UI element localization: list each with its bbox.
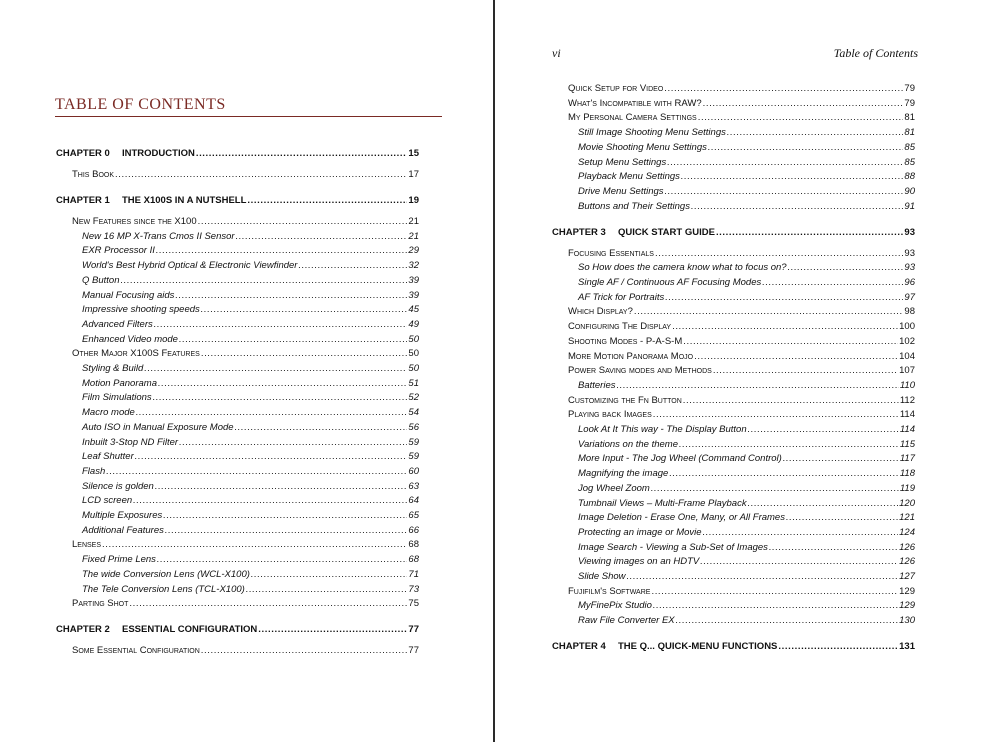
entry-title: THE X100S IN A NUTSHELL bbox=[122, 195, 247, 206]
entry-title: Still Image Shooting Menu Settings bbox=[578, 127, 726, 139]
toc-subsection-entry bbox=[578, 292, 915, 304]
toc-section-entry bbox=[568, 248, 915, 260]
dot-leader bbox=[175, 290, 407, 302]
dot-leader bbox=[786, 512, 898, 524]
toc-section-entry bbox=[568, 83, 915, 95]
toc-subsection-entry bbox=[578, 468, 915, 480]
entry-title: My Personal Camera Settings bbox=[568, 112, 697, 124]
dot-leader bbox=[672, 321, 898, 333]
entry-title: Magnifying the image bbox=[578, 468, 669, 480]
entry-title: What's Incompatible with RAW? bbox=[568, 97, 702, 109]
toc-subsection-entry bbox=[82, 554, 419, 566]
dot-leader bbox=[655, 248, 903, 260]
entry-title: Other Major X100S Features bbox=[72, 348, 200, 360]
dot-leader bbox=[163, 510, 407, 522]
dot-leader bbox=[667, 157, 903, 169]
dot-leader bbox=[106, 466, 407, 478]
page-ref: 21 bbox=[408, 230, 419, 242]
page-ref: 68 bbox=[408, 539, 419, 551]
dot-leader bbox=[694, 351, 898, 363]
page-ref: 126 bbox=[899, 556, 915, 568]
toc-chapter-entry bbox=[552, 641, 915, 653]
page-ref: 66 bbox=[408, 524, 419, 536]
entry-title: The Tele Conversion Lens (TCL-X100) bbox=[82, 583, 245, 595]
toc-subsection-entry bbox=[578, 483, 915, 495]
entry-title: Buttons and Their Settings bbox=[578, 200, 690, 212]
toc-subsection-entry bbox=[578, 380, 915, 392]
toc-subsection-entry bbox=[82, 392, 419, 404]
entry-title: Inbuilt 3-Stop ND Filter bbox=[82, 436, 179, 448]
entry-title: Batteries bbox=[578, 379, 616, 391]
dot-leader bbox=[783, 453, 899, 465]
toc-section-entry bbox=[568, 98, 915, 110]
dot-leader bbox=[708, 142, 904, 154]
dot-leader bbox=[679, 439, 899, 451]
dot-leader bbox=[700, 556, 898, 568]
entry-title: Fixed Prime Lens bbox=[82, 554, 156, 566]
page-divider bbox=[493, 0, 495, 742]
entry-title: MyFinePix Studio bbox=[578, 600, 652, 612]
toc-section-entry bbox=[568, 351, 915, 363]
page-ref: 19 bbox=[408, 195, 419, 206]
page-ref: 98 bbox=[904, 306, 915, 318]
dot-leader bbox=[158, 378, 407, 390]
toc-title: TABLE OF CONTENTS bbox=[55, 96, 226, 113]
dot-leader bbox=[703, 527, 899, 539]
dot-leader bbox=[669, 468, 899, 480]
page-ref: 114 bbox=[899, 409, 915, 421]
entry-title: Configuring The Display bbox=[568, 321, 672, 333]
entry-title: Enhanced Video mode bbox=[82, 333, 178, 345]
page-ref: 21 bbox=[408, 216, 419, 227]
dot-leader bbox=[691, 201, 903, 213]
page-ref: 131 bbox=[899, 641, 915, 653]
dot-leader bbox=[236, 231, 408, 243]
entry-title: Tumbnail Views – Multi-Frame Playback bbox=[578, 497, 747, 509]
toc-chapter-entry bbox=[552, 227, 915, 239]
toc-subsection-entry bbox=[578, 186, 915, 198]
entry-title: INTRODUCTION bbox=[122, 148, 195, 159]
page-ref: 102 bbox=[899, 335, 915, 347]
page-ref: 114 bbox=[899, 424, 915, 435]
toc-subsection-entry bbox=[578, 527, 915, 539]
entry-title: Motion Panorama bbox=[82, 377, 157, 389]
left-page bbox=[0, 0, 493, 742]
dot-leader bbox=[653, 600, 898, 612]
entry-title: Viewing images on an HDTV bbox=[578, 556, 700, 568]
entry-title: Which Display? bbox=[568, 306, 633, 318]
entry-title: QUICK START GUIDE bbox=[618, 226, 715, 238]
dot-leader bbox=[627, 571, 899, 583]
entry-title: AF Trick for Portraits bbox=[578, 291, 665, 303]
entry-title: Silence is golden bbox=[82, 480, 154, 492]
dot-leader bbox=[156, 245, 408, 257]
toc-subsection-entry bbox=[578, 615, 915, 627]
toc-subsection-entry bbox=[578, 127, 915, 139]
toc-section-entry bbox=[568, 395, 915, 407]
toc-section-entry bbox=[72, 539, 419, 551]
page-ref: 52 bbox=[408, 392, 419, 404]
toc-subsection-entry bbox=[578, 439, 915, 451]
page-ref: 65 bbox=[408, 510, 419, 521]
entry-title: Quick Setup for Video bbox=[568, 83, 664, 94]
toc-subsection-entry bbox=[578, 512, 915, 524]
toc-subsection-entry bbox=[578, 424, 915, 436]
page-ref: 85 bbox=[904, 156, 915, 168]
page-ref: 15 bbox=[408, 148, 419, 159]
entry-title: ESSENTIAL CONFIGURATION bbox=[122, 624, 258, 636]
dot-leader bbox=[157, 554, 408, 566]
toc-subsection-entry bbox=[578, 157, 915, 169]
chapter-number: CHAPTER 2 bbox=[56, 624, 110, 636]
entry-title: Variations on the theme bbox=[578, 438, 678, 450]
entry-title: Auto ISO in Manual Exposure Mode bbox=[82, 421, 234, 433]
page-ref: 17 bbox=[408, 169, 419, 180]
dot-leader bbox=[246, 584, 408, 596]
page-ref: 93 bbox=[904, 262, 915, 274]
dot-leader bbox=[651, 483, 899, 495]
page-ref: 68 bbox=[408, 554, 419, 566]
entry-title: New Features since the X100 bbox=[72, 216, 197, 227]
page-ref: 96 bbox=[904, 277, 915, 288]
toc-subsection-entry bbox=[82, 231, 419, 243]
dot-leader bbox=[135, 451, 408, 463]
page-ref: 54 bbox=[408, 407, 419, 419]
toc-chapter-entry bbox=[56, 624, 419, 636]
entry-title: Leaf Shutter bbox=[82, 451, 134, 463]
toc-subsection-entry bbox=[578, 542, 915, 554]
toc-section-entry bbox=[72, 645, 419, 657]
entry-title: Setup Menu Settings bbox=[578, 156, 667, 168]
dot-leader bbox=[201, 348, 408, 360]
page-ref: 50 bbox=[408, 363, 419, 374]
page-ref: 81 bbox=[904, 112, 915, 124]
toc-subsection-entry bbox=[82, 304, 419, 316]
entry-title: Image Deletion - Erase One, Many, or All Frames bbox=[578, 512, 785, 524]
page-ref: 127 bbox=[899, 571, 915, 582]
toc-section-entry bbox=[568, 365, 915, 377]
page-ref: 73 bbox=[408, 583, 419, 595]
entry-title: Customizing the Fn Button bbox=[568, 394, 682, 406]
toc-subsection-entry bbox=[82, 481, 419, 493]
page-ref: 93 bbox=[904, 226, 915, 238]
page-ref: 79 bbox=[904, 83, 915, 94]
dot-leader bbox=[665, 186, 904, 198]
dot-leader bbox=[198, 216, 408, 228]
entry-title: Fujifilm's Software bbox=[568, 585, 651, 597]
dot-leader bbox=[133, 495, 407, 507]
toc-subsection-entry bbox=[82, 319, 419, 331]
dot-leader bbox=[788, 262, 904, 274]
toc-section-entry bbox=[72, 169, 419, 181]
toc-section-entry bbox=[72, 216, 419, 228]
page-ref: 63 bbox=[408, 480, 419, 492]
dot-leader bbox=[681, 171, 904, 183]
entry-title: Manual Focusing aids bbox=[82, 289, 175, 301]
entry-title: Q Button bbox=[82, 274, 120, 286]
dot-leader bbox=[676, 615, 899, 627]
dot-leader bbox=[617, 380, 899, 392]
entry-title: Movie Shooting Menu Settings bbox=[578, 141, 707, 153]
page-ref: 85 bbox=[904, 141, 915, 153]
toc-subsection-entry bbox=[82, 437, 419, 449]
entry-title: More Input - The Jog Wheel (Command Control) bbox=[578, 453, 782, 465]
entry-title: Advanced Filters bbox=[82, 318, 153, 330]
entry-title: Jog Wheel Zoom bbox=[578, 482, 650, 494]
dot-leader bbox=[727, 127, 904, 139]
dot-leader bbox=[201, 304, 408, 316]
dot-leader bbox=[179, 437, 407, 449]
toc-subsection-entry bbox=[82, 510, 419, 522]
dot-leader bbox=[251, 569, 408, 581]
entry-title: Raw File Converter EX bbox=[578, 615, 675, 627]
entry-title: Single AF / Continuous AF Focusing Modes bbox=[578, 277, 762, 288]
toc-chapter-entry bbox=[56, 148, 419, 160]
page-ref: 124 bbox=[899, 526, 915, 538]
dot-leader bbox=[144, 363, 407, 375]
page-ref: 50 bbox=[408, 333, 419, 345]
toc-section-entry bbox=[568, 321, 915, 333]
page-ref: 77 bbox=[408, 624, 419, 636]
dot-leader bbox=[121, 275, 408, 287]
page-ref: 112 bbox=[899, 394, 915, 406]
page-ref: 126 bbox=[899, 541, 915, 553]
entry-title: THE Q... QUICK-MENU FUNCTIONS bbox=[618, 641, 778, 653]
page-ref: 97 bbox=[904, 291, 915, 303]
page-ref: 110 bbox=[899, 379, 915, 391]
toc-subsection-entry bbox=[82, 569, 419, 581]
entry-title: Impressive shooting speeds bbox=[82, 304, 200, 316]
entry-title: More Motion Panorama Mojo bbox=[568, 350, 694, 362]
chapter-number: CHAPTER 0 bbox=[56, 148, 110, 159]
page-ref: 49 bbox=[408, 318, 419, 330]
entry-title: Look At It This way - The Display Button bbox=[578, 424, 747, 435]
dot-leader bbox=[179, 334, 407, 346]
dot-leader bbox=[201, 645, 408, 657]
page-ref: 104 bbox=[899, 350, 915, 362]
dot-leader bbox=[154, 319, 408, 331]
dot-leader bbox=[129, 598, 407, 610]
entry-title: World's Best Hybrid Optical & Electronic Viewfinder bbox=[82, 260, 298, 272]
entry-title: So How does the camera know what to focus on? bbox=[578, 262, 787, 274]
toc-subsection-entry bbox=[578, 262, 915, 274]
toc-subsection-entry bbox=[82, 275, 419, 287]
toc-subsection-entry bbox=[82, 260, 419, 272]
entry-title: Parting Shot bbox=[72, 598, 129, 610]
dot-leader bbox=[165, 525, 408, 537]
page-ref: 117 bbox=[899, 453, 915, 465]
dot-leader bbox=[748, 424, 899, 436]
page-ref: 93 bbox=[904, 247, 915, 259]
toc-subsection-entry bbox=[82, 525, 419, 537]
entry-title: The wide Conversion Lens (WCL-X100) bbox=[82, 568, 250, 580]
page-ref: 75 bbox=[408, 598, 419, 610]
dot-leader bbox=[247, 195, 407, 207]
toc-section-entry bbox=[568, 336, 915, 348]
entry-title: Some Essential Configuration bbox=[72, 645, 200, 657]
toc-subsection-entry bbox=[578, 571, 915, 583]
dot-leader bbox=[115, 169, 407, 181]
toc-subsection-entry bbox=[578, 201, 915, 213]
entry-title: Image Search - Viewing a Sub-Set of Images bbox=[578, 541, 768, 553]
page-ref: 77 bbox=[408, 645, 419, 657]
toc-subsection-entry bbox=[578, 453, 915, 465]
page-ref: 39 bbox=[408, 274, 419, 286]
entry-title: LCD screen bbox=[82, 495, 133, 507]
page-ref: 59 bbox=[408, 451, 419, 463]
chapter-number: CHAPTER 1 bbox=[56, 195, 110, 206]
page-ref: 32 bbox=[408, 260, 419, 272]
toc-subsection-entry bbox=[82, 422, 419, 434]
page-ref: 91 bbox=[904, 200, 915, 212]
dot-leader bbox=[653, 409, 899, 421]
toc-section-entry bbox=[568, 586, 915, 598]
dot-leader bbox=[651, 586, 898, 598]
toc-chapter-entry bbox=[56, 195, 419, 207]
page-ref: 121 bbox=[899, 512, 915, 524]
entry-title: Playing back Images bbox=[568, 409, 652, 421]
page-ref: 90 bbox=[904, 185, 915, 197]
toc-subsection-entry bbox=[82, 584, 419, 596]
entry-title: EXR Processor II bbox=[82, 245, 155, 257]
page-ref: 129 bbox=[899, 585, 915, 597]
dot-leader bbox=[298, 260, 407, 272]
entry-title: Film Simulations bbox=[82, 392, 152, 404]
page-ref: 129 bbox=[899, 600, 915, 612]
toc-subsection-entry bbox=[82, 466, 419, 478]
entry-title: New 16 MP X-Trans Cmos II Sensor bbox=[82, 230, 235, 242]
page-ref: 71 bbox=[408, 568, 419, 580]
page-ref: 51 bbox=[408, 377, 419, 389]
dot-leader bbox=[748, 498, 899, 510]
page-ref: 39 bbox=[408, 289, 419, 301]
dot-leader bbox=[762, 277, 903, 289]
dot-leader bbox=[713, 365, 898, 377]
page-ref: 100 bbox=[899, 321, 915, 333]
toc-section-entry bbox=[568, 409, 915, 421]
page-ref: 50 bbox=[408, 348, 419, 360]
page-ref: 115 bbox=[899, 438, 915, 450]
entry-title: Flash bbox=[82, 465, 106, 477]
entry-title: Lenses bbox=[72, 539, 102, 551]
entry-title: Power Saving modes and Methods bbox=[568, 365, 712, 377]
toc-subsection-entry bbox=[82, 451, 419, 463]
dot-leader bbox=[634, 306, 904, 318]
page-ref: 64 bbox=[408, 495, 419, 507]
page-ref: 119 bbox=[899, 482, 915, 494]
running-head: Table of Contents bbox=[833, 46, 918, 60]
entry-title: Playback Menu Settings bbox=[578, 171, 680, 183]
page-number: vi bbox=[552, 46, 561, 60]
toc-subsection-entry bbox=[82, 495, 419, 507]
dot-leader bbox=[703, 98, 904, 110]
toc-section-entry bbox=[568, 306, 915, 318]
dot-leader bbox=[136, 407, 408, 419]
dot-leader bbox=[778, 641, 898, 653]
toc-subsection-entry bbox=[82, 290, 419, 302]
entry-title: Multiple Exposures bbox=[82, 510, 163, 521]
toc-subsection-entry bbox=[82, 378, 419, 390]
page-ref: 45 bbox=[408, 304, 419, 316]
entry-title: Macro mode bbox=[82, 407, 135, 419]
dot-leader bbox=[683, 336, 898, 348]
title-rule bbox=[55, 116, 442, 117]
entry-title: Styling & Build bbox=[82, 363, 144, 374]
entry-title: Additional Features bbox=[82, 524, 164, 536]
chapter-number: CHAPTER 3 bbox=[552, 226, 606, 238]
dot-leader bbox=[235, 422, 408, 434]
toc-subsection-entry bbox=[578, 498, 915, 510]
toc-subsection-entry bbox=[82, 363, 419, 375]
entry-title: Drive Menu Settings bbox=[578, 185, 664, 197]
toc-subsection-entry bbox=[578, 600, 915, 612]
dot-leader bbox=[665, 292, 903, 304]
toc-subsection-entry bbox=[578, 556, 915, 568]
dot-leader bbox=[153, 392, 408, 404]
dot-leader bbox=[716, 227, 903, 239]
page-ref: 29 bbox=[408, 245, 419, 257]
chapter-number: CHAPTER 4 bbox=[552, 641, 606, 653]
entry-title: Protecting an image or Movie bbox=[578, 526, 702, 538]
dot-leader bbox=[698, 112, 904, 124]
page-ref: 107 bbox=[899, 365, 915, 377]
dot-leader bbox=[664, 83, 903, 95]
page-ref: 81 bbox=[904, 127, 915, 139]
right-page bbox=[496, 0, 989, 742]
dot-leader bbox=[196, 148, 408, 160]
dot-leader bbox=[102, 539, 407, 551]
page-ref: 118 bbox=[899, 468, 915, 480]
toc-subsection-entry bbox=[578, 142, 915, 154]
dot-leader bbox=[258, 624, 407, 636]
page-ref: 79 bbox=[904, 97, 915, 109]
dot-leader bbox=[683, 395, 899, 407]
toc-subsection-entry bbox=[82, 407, 419, 419]
entry-title: Slide Show bbox=[578, 571, 626, 582]
page-ref: 59 bbox=[408, 436, 419, 448]
page-ref: 130 bbox=[899, 615, 915, 627]
toc-subsection-entry bbox=[578, 277, 915, 289]
toc-section-entry bbox=[72, 598, 419, 610]
toc-section-entry bbox=[72, 348, 419, 360]
toc-subsection-entry bbox=[578, 171, 915, 183]
entry-title: Focusing Essentials bbox=[568, 247, 654, 259]
entry-title: This Book bbox=[72, 169, 115, 180]
page-ref: 56 bbox=[408, 421, 419, 433]
toc-subsection-entry bbox=[82, 334, 419, 346]
page-ref: 120 bbox=[899, 497, 915, 509]
page-ref: 88 bbox=[904, 171, 915, 183]
entry-title: Shooting Modes - P-A-S-M bbox=[568, 335, 683, 347]
toc-subsection-entry bbox=[82, 245, 419, 257]
dot-leader bbox=[769, 542, 898, 554]
dot-leader bbox=[155, 481, 408, 493]
page-ref: 60 bbox=[408, 465, 419, 477]
toc-section-entry bbox=[568, 112, 915, 124]
